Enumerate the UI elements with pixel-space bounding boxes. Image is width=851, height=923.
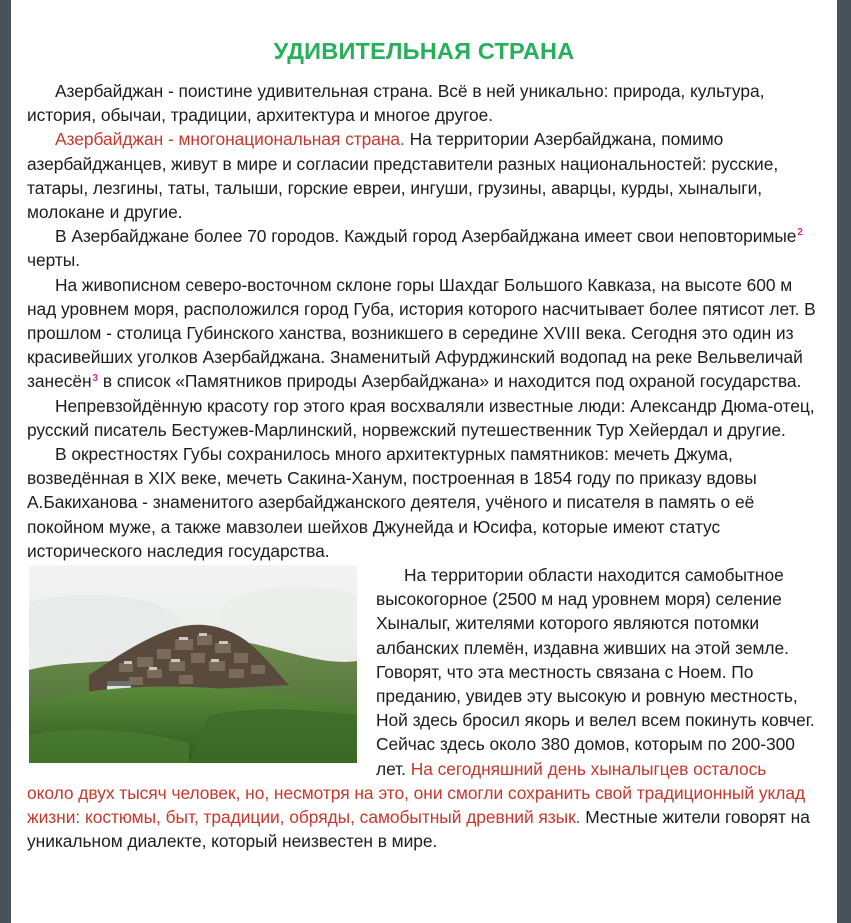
paragraph-text: в список «Памятников природы Азербайджана» и находится под охраной государства. — [98, 371, 802, 392]
paragraph-text: На территории области находится самобытное высокогорное (2500 м над уровнем моря) селение Хыналыг, жителями которого являются потомки албанских племён, издавна живших на этой земле. Говорят, что эта местность связана с Ноем. По преданию, увидев эту высокую и ровную местность, Ной здесь бросил якорь и велел всем покинуть ковчег. Сейчас здесь около 380 домов, которым по 200-300 лет. — [376, 565, 815, 779]
paragraph-famous-people: Непревзойдённую красоту гор этого края восхваляли известные люди: Александр Дюма-отец, русский писатель Бестужев-Марлинский, норвежский путешественник Тур Хейердал и другие. — [27, 395, 815, 440]
footnote-marker[interactable]: 3 — [92, 372, 99, 384]
paragraph-guba — [27, 273, 817, 394]
page-title: УДИВИТЕЛЬНАЯ СТРАНА — [273, 38, 575, 64]
khinalug-section — [27, 563, 817, 853]
page-frame-left — [0, 0, 11, 923]
paragraph-cities — [27, 224, 817, 272]
paragraph-nationalities — [27, 127, 817, 224]
paragraph-text: В Азербайджане более 70 городов. Каждый город Азербайджана имеет свои неповторимые — [55, 226, 797, 247]
paragraph-text: На территории Азербайджана, помимо азербайджанцев, живут в мире и согласии представители разных национальностей: русские, татары, лезгины, таты, талыши, горские евреи, ингуши, грузины, аварцы, курды, хыналыги, молокане и другие. — [27, 129, 779, 223]
paragraph-text: черты. — [27, 250, 81, 271]
footnote-marker[interactable]: 2 — [797, 227, 803, 239]
paragraph-text: На живописном северо-восточном склоне горы Шахдаг Большого Кавказа, на высоте 600 м над уровнем моря, расположился город Губа, история которого насчитывает более пятисот лет. В прошлом - столица Губинского ханства, возникшего в середине XVIII века. Сегодня это один из красивейших уголков Азербайджана. Знаменитый Афурджинский водопад на реке Вельвеличай занесён — [27, 274, 816, 392]
paragraph-monuments: В окрестностях Губы сохранилось много архитектурных памятников: мечеть Джума, возведённая в XIX веке, мечеть Сакина-Ханум, построенная в 1854 году по приказу вдовы А.Бакиханова - знаменитого азербайджанского деятеля, учёного и писателя в память о её покойном муже, а также мавзолеи шейхов Джунейда и Юсифа, которые имеют статус исторического наследия государства. — [27, 444, 757, 561]
page — [11, 0, 837, 923]
khinalug-village-photo — [29, 565, 357, 763]
highlight-text: Азербайджан - многонациональная страна. — [55, 129, 405, 150]
paragraph-intro: Азербайджан - поистине удивительная страна. Всё в ней уникально: природа, культура, история, обычаи, традиции, архитектура и многое другое. — [27, 81, 765, 126]
page-frame-right — [837, 0, 851, 923]
paragraph-text: Местные жители говорят на уникальном диалекте, который неизвестен в мире. — [27, 807, 810, 852]
highlight-text: На сегодняшний день хыналыгцев осталось около двух тысяч человек, но, несмотря на это, они смогли сохранить свой традиционный уклад жизни: костюмы, быт, традиции, обряды, самобытный древний язык. — [27, 758, 806, 828]
article-body — [27, 79, 817, 854]
